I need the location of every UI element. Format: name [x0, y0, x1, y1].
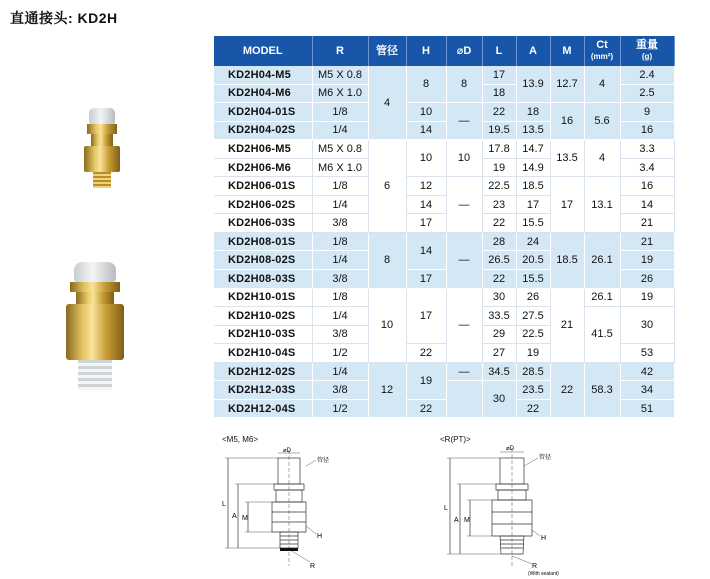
cell-a: 22: [516, 399, 550, 418]
cell-d: —: [446, 177, 482, 233]
cell-weight: 21: [620, 214, 674, 233]
cell-weight: 2.5: [620, 84, 674, 103]
label-m: M: [242, 515, 248, 522]
cell-r: 3/8: [312, 270, 368, 289]
cell-h: 19: [406, 362, 446, 399]
page-title: 直通接头: KD2H: [10, 10, 118, 26]
cell-model: KD2H10-03S: [214, 325, 312, 344]
cell-a: 14.9: [516, 158, 550, 177]
cell-tube: 12: [368, 362, 406, 418]
cell-h: 14: [406, 232, 446, 269]
cell-model: KD2H10-02S: [214, 307, 312, 326]
cell-model: KD2H10-04S: [214, 344, 312, 363]
cell-model: KD2H04-02S: [214, 121, 312, 140]
ct-label: Ct: [596, 39, 608, 51]
cell-l: 22: [482, 103, 516, 122]
cell-a: 13.5: [516, 121, 550, 140]
cell-m: 22: [550, 362, 584, 418]
cell-a: 14.7: [516, 140, 550, 159]
cell-weight: 51: [620, 399, 674, 418]
cell-h: 17: [406, 288, 446, 344]
cell-r: 1/8: [312, 103, 368, 122]
cell-model: KD2H06-M6: [214, 158, 312, 177]
cell-weight: 16: [620, 177, 674, 196]
cell-h: 10: [406, 140, 446, 177]
cell-tube: 6: [368, 140, 406, 233]
cell-model: KD2H08-02S: [214, 251, 312, 270]
cell-l: 26.5: [482, 251, 516, 270]
cell-a: 19: [516, 344, 550, 363]
cell-h: 14: [406, 195, 446, 214]
label-h: H: [541, 535, 547, 542]
cell-a: 23.5: [516, 381, 550, 400]
cell-r: M5 X 0.8: [312, 140, 368, 159]
cell-ct: 13.1: [584, 177, 620, 233]
drawing-r-pt: [440, 444, 570, 576]
cell-model: KD2H06-M5: [214, 140, 312, 159]
cell-weight: 19: [620, 251, 674, 270]
cell-weight: 21: [620, 232, 674, 251]
cell-a: 24: [516, 232, 550, 251]
cell-a: 13.9: [516, 66, 550, 103]
cell-r: 3/8: [312, 214, 368, 233]
cell-r: 1/4: [312, 307, 368, 326]
cell-ct: 5.6: [584, 103, 620, 140]
cell-l: 18: [482, 84, 516, 103]
cell-model: KD2H04-M6: [214, 84, 312, 103]
cell-a: 20.5: [516, 251, 550, 270]
cell-ct: 26.1: [584, 288, 620, 307]
cell-h: 14: [406, 121, 446, 140]
cell-r: 1/8: [312, 288, 368, 307]
cell-weight: 2.4: [620, 66, 674, 84]
cell-a: 26: [516, 288, 550, 307]
cell-l: 30: [482, 288, 516, 307]
cell-model: KD2H06-02S: [214, 195, 312, 214]
cell-r: 1/4: [312, 251, 368, 270]
label-sealant: (With sealant): [528, 571, 559, 576]
cell-a: 18.5: [516, 177, 550, 196]
cell-l: 22.5: [482, 177, 516, 196]
cell-m: 12.7: [550, 66, 584, 103]
cell-r: M6 X 1.0: [312, 84, 368, 103]
cell-model: KD2H10-01S: [214, 288, 312, 307]
table-row: [214, 232, 674, 251]
label-l: L: [222, 501, 226, 508]
cell-weight: 16: [620, 121, 674, 140]
cell-l: 30: [482, 381, 516, 418]
cell-weight: 30: [620, 307, 674, 344]
cell-l: 27: [482, 344, 516, 363]
cell-m: 21: [550, 288, 584, 362]
weight-label: 重量: [636, 39, 658, 51]
cell-a: 22.5: [516, 325, 550, 344]
col-d: ⌀D: [446, 36, 482, 66]
cell-model: KD2H12-04S: [214, 399, 312, 418]
cell-ct: 26.1: [584, 232, 620, 288]
col-r: R: [312, 36, 368, 66]
cell-l: 19.5: [482, 121, 516, 140]
cell-h: 22: [406, 399, 446, 418]
cell-l: 34.5: [482, 362, 516, 381]
cell-model: KD2H12-03S: [214, 381, 312, 400]
cell-r: 3/8: [312, 325, 368, 344]
cell-weight: 19: [620, 288, 674, 307]
cell-model: KD2H08-03S: [214, 270, 312, 289]
product-image-large-fitting: [64, 262, 126, 392]
cell-h: 12: [406, 177, 446, 196]
cell-a: 18: [516, 103, 550, 122]
ct-unit: (mm²): [590, 52, 614, 61]
table-header-row: [214, 36, 674, 66]
cell-model: KD2H04-M5: [214, 66, 312, 84]
cell-r: 1/2: [312, 399, 368, 418]
drawing-m5-m6: [220, 446, 340, 574]
cell-a: 17: [516, 195, 550, 214]
cell-weight: 53: [620, 344, 674, 363]
spec-table: [214, 36, 675, 418]
cell-r: 1/4: [312, 362, 368, 381]
weight-unit: (g): [641, 52, 653, 61]
cell-r: 1/8: [312, 232, 368, 251]
cell-model: KD2H04-01S: [214, 103, 312, 122]
label-tube: 管径: [317, 458, 330, 464]
cell-d: —: [446, 362, 482, 381]
cell-l: 22: [482, 214, 516, 233]
cell-weight: 14: [620, 195, 674, 214]
label-a: A: [454, 517, 459, 524]
cell-model: KD2H06-01S: [214, 177, 312, 196]
cell-d: 8: [446, 66, 482, 103]
cell-a: 28.5: [516, 362, 550, 381]
cell-l: 33.5: [482, 307, 516, 326]
cell-d: [446, 381, 482, 418]
cell-ct: 41.5: [584, 307, 620, 363]
cell-m: 18.5: [550, 232, 584, 288]
label-l: L: [444, 505, 448, 512]
cell-h: 17: [406, 270, 446, 289]
col-m: M: [550, 36, 584, 66]
cell-weight: 26: [620, 270, 674, 289]
cell-tube: 8: [368, 232, 406, 288]
label-r: R: [532, 563, 538, 570]
cell-r: 1/2: [312, 344, 368, 363]
col-a: A: [516, 36, 550, 66]
cell-l: 23: [482, 195, 516, 214]
cell-l: 17: [482, 66, 516, 84]
cell-a: 15.5: [516, 214, 550, 233]
table-row: [214, 66, 674, 84]
cell-weight: 34: [620, 381, 674, 400]
cell-model: KD2H08-01S: [214, 232, 312, 251]
cell-d: —: [446, 232, 482, 288]
drawing-title-m5-m6: <M5, M6>: [222, 435, 259, 444]
col-weight: [620, 36, 674, 66]
cell-h: 17: [406, 214, 446, 233]
cell-r: 3/8: [312, 381, 368, 400]
product-image-small-fitting: [82, 108, 122, 190]
label-a: A: [232, 513, 237, 520]
label-m: M: [464, 517, 470, 524]
cell-tube: 4: [368, 66, 406, 140]
cell-l: 17.8: [482, 140, 516, 159]
cell-h: 10: [406, 103, 446, 122]
cell-a: 15.5: [516, 270, 550, 289]
cell-model: KD2H12-02S: [214, 362, 312, 381]
cell-m: 13.5: [550, 140, 584, 177]
label-h: H: [317, 533, 323, 540]
cell-l: 28: [482, 232, 516, 251]
cell-ct: 4: [584, 140, 620, 177]
label-tube: 管径: [539, 455, 552, 461]
cell-r: 1/4: [312, 121, 368, 140]
cell-weight: 42: [620, 362, 674, 381]
table-row: [214, 140, 674, 159]
cell-m: 16: [550, 103, 584, 140]
cell-h: 8: [406, 66, 446, 103]
col-h: H: [406, 36, 446, 66]
table-row: [214, 288, 674, 307]
cell-m: 17: [550, 177, 584, 233]
cell-ct: 4: [584, 66, 620, 103]
cell-weight: 9: [620, 103, 674, 122]
cell-weight: 3.4: [620, 158, 674, 177]
cell-model: KD2H06-03S: [214, 214, 312, 233]
cell-r: M6 X 1.0: [312, 158, 368, 177]
cell-l: 22: [482, 270, 516, 289]
drawing-title-r-pt: <R(PT)>: [440, 435, 471, 444]
col-l: L: [482, 36, 516, 66]
cell-r: 1/8: [312, 177, 368, 196]
col-model: MODEL: [214, 36, 312, 66]
table-row: [214, 103, 674, 122]
cell-h: 22: [406, 344, 446, 363]
col-ct: [584, 36, 620, 66]
label-d: ⌀D: [506, 446, 514, 452]
label-d: ⌀D: [283, 448, 291, 454]
cell-a: 27.5: [516, 307, 550, 326]
table-row: [214, 362, 674, 381]
col-tube: 管径: [368, 36, 406, 66]
cell-l: 29: [482, 325, 516, 344]
cell-r: M5 X 0.8: [312, 66, 368, 84]
cell-tube: 10: [368, 288, 406, 362]
label-r: R: [310, 563, 316, 570]
cell-l: 19: [482, 158, 516, 177]
cell-r: 1/4: [312, 195, 368, 214]
cell-d: —: [446, 288, 482, 362]
cell-d: 10: [446, 140, 482, 177]
table-row: [214, 177, 674, 196]
cell-ct: 58.3: [584, 362, 620, 418]
cell-weight: 3.3: [620, 140, 674, 159]
cell-d: —: [446, 103, 482, 140]
